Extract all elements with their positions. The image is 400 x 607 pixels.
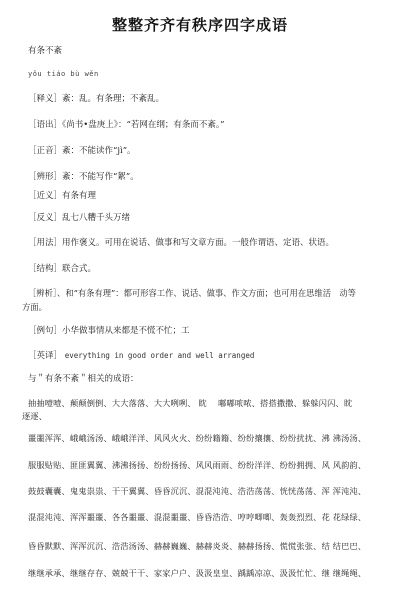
related-row: 鼓鼓囊囊、鬼鬼祟祟、干干翼翼、昏昏沉沉、混混沌沌、浩浩荡荡、恍恍荡荡、浑 浑沌沌、 <box>28 486 367 496</box>
entry-bianxi-line1: ［辨析］、和“有条有理”：都可形容工作、说话、做事、作文方面；也可用在思维活 动等 <box>28 288 356 298</box>
idiom-heading: 有条不紊 <box>28 46 63 56</box>
entry-bianxi-line2: 方面。 <box>22 302 47 312</box>
document-title: 整整齐齐有秩序四字成语 <box>111 16 288 34</box>
entry-jinyi: ［近义］有条有理 <box>28 191 97 201</box>
entry-zhengyin: ［正音］紊：不能读作“jì”。 <box>28 146 136 156</box>
related-row: 逐逐、 <box>22 411 48 421</box>
entry-shiyi: ［释义］紊：乱。有条理；不紊乱。 <box>28 94 165 104</box>
related-row: 服服贴贴、匪匪翼翼、沸沸扬扬、纷纷扬扬、风风雨雨、纷纷洋洋、纷纷拥拥、风 风韵韵、 <box>28 460 367 470</box>
entry-yingyu-label: ［英译］ <box>28 351 63 361</box>
entry-fanyi: ［反义］乱七八糟千头万绪 <box>28 213 131 223</box>
entry-bianxi <box>22 286 380 314</box>
entry-liju: ［例句］小华做事情从来都是不慌不忙；工 <box>28 326 190 336</box>
related-heading: 与＂有条不紊＂相关的成语： <box>28 374 139 384</box>
idiom-pinyin: yǒu tiáo bù wěn <box>28 70 99 78</box>
related-row: 继继承承、继继存存、兢兢干干、家家户户、汲汲皇皇、踽踽凉凉、汲汲忙忙、继 继绳绳、 <box>28 568 367 578</box>
entry-yuchu: ［语出］《尚书•盘庚上》：“若网在纲；有条而不紊。” <box>28 120 225 130</box>
related-row: 噩噩浑浑、峨峨汤汤、峨峨洋洋、风风火火、纷纷籍籍、纷纷攘攘、纷纷扰扰、沸 沸汤汤、 <box>28 433 367 443</box>
entry-yingyu <box>28 350 254 362</box>
entry-yingyu-text: everything in good order and well arranged <box>64 351 255 360</box>
related-row: 昏昏默默、浑浑沉沉、浩浩汤汤、赫赫巍巍、赫赫炎炎、赫赫扬扬、慌慌张张、结 结巴巴、 <box>28 541 367 551</box>
related-row: 混混沌沌、浑浑噩噩、各各噩噩、混混噩噩、昏昏浩浩、哼哼唧唧、轰轰烈烈、花 花绿绿、 <box>28 512 367 522</box>
entry-bianxing: ［辨形］紊：不能写作“絮”。 <box>28 172 139 182</box>
entry-yongfa: ［用法］用作褒义。可用在说话、做事和写文章方面。一般作谓语、定语、状语。 <box>28 238 335 248</box>
entry-jiegou: ［结构］联合式。 <box>28 264 97 274</box>
related-row: 抽抽噎噎、颠颠倒倒、大大落落、大大咧咧、 眈 嘟嘟哝哝、搭搭撒撒、躲躲闪闪、眈 <box>28 398 353 408</box>
